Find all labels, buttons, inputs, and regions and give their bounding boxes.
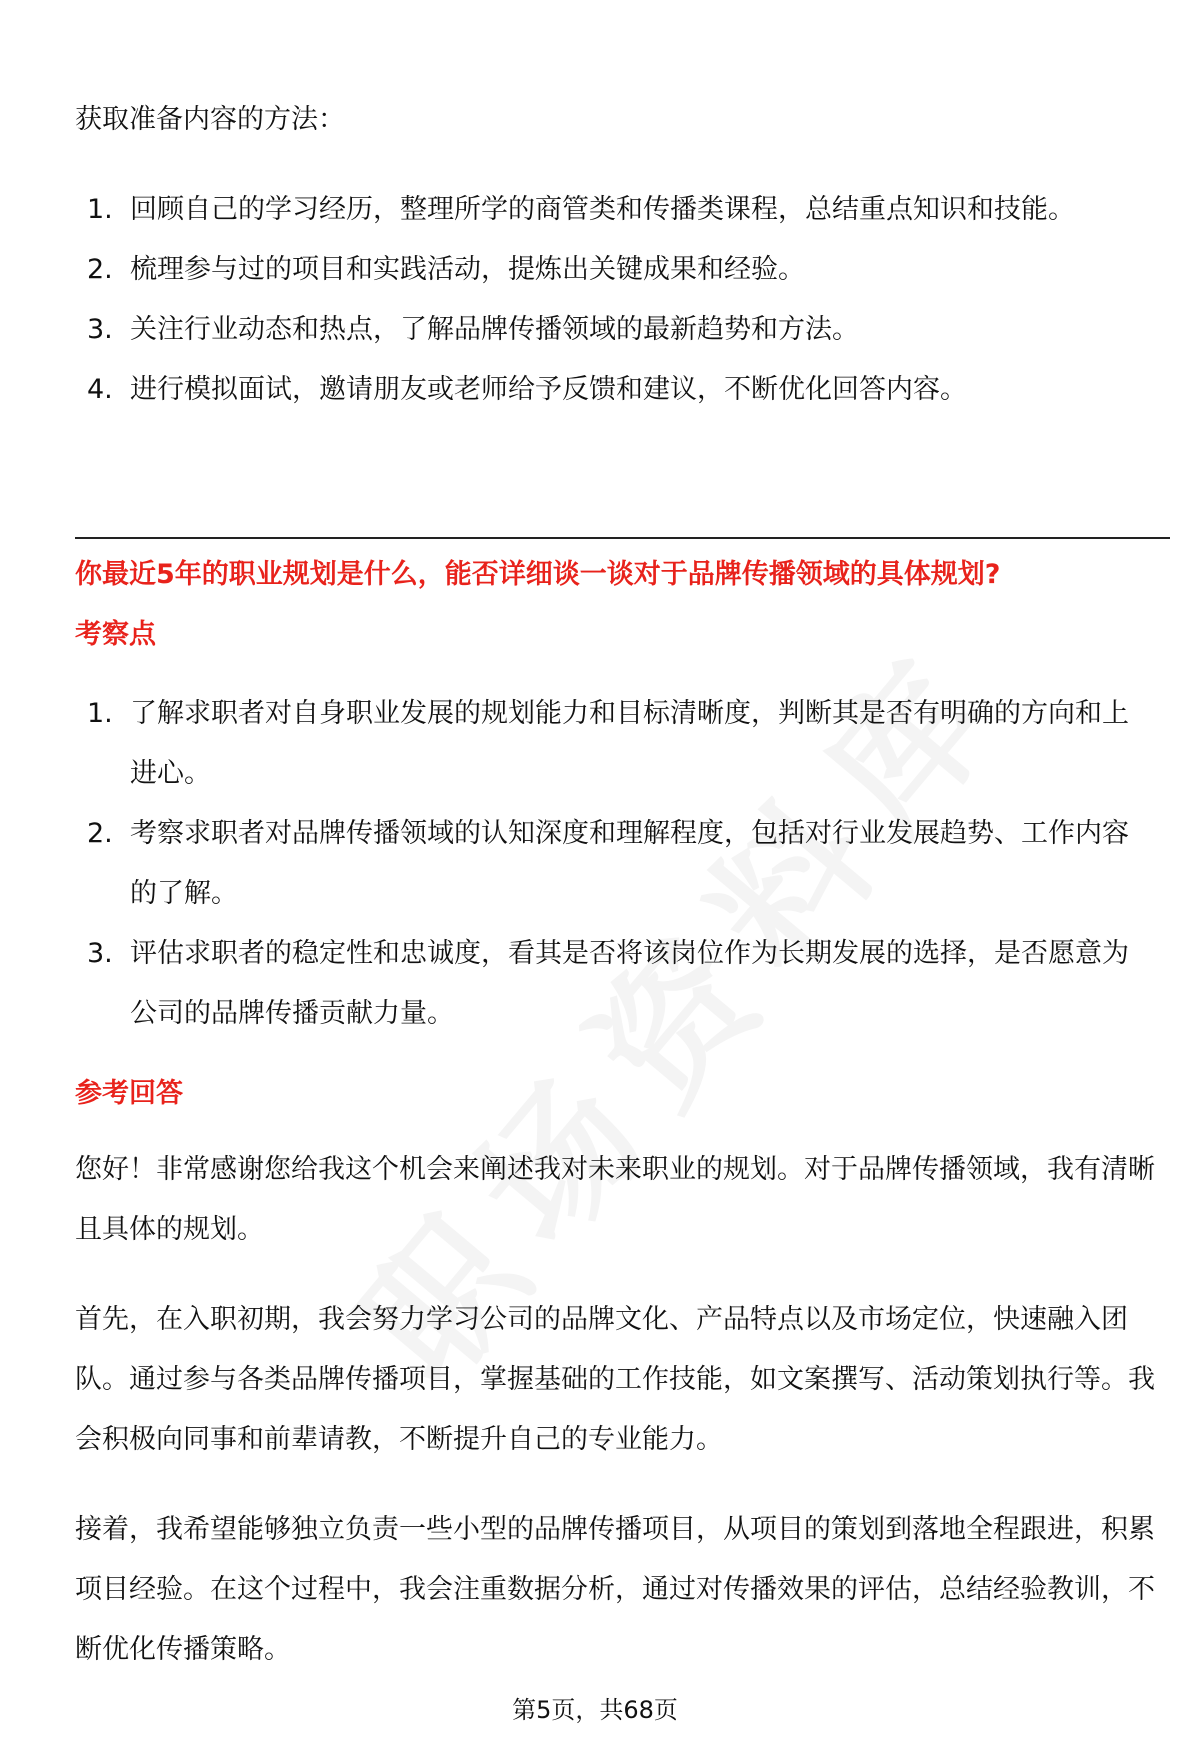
list-item-text: 梳理参与过的项目和实践活动，提炼出关键成果和经验。	[130, 254, 805, 285]
list-number: 3.	[87, 314, 113, 345]
list-number: 2.	[87, 818, 113, 849]
list-item	[75, 300, 1155, 360]
interview-question: 你最近5年的职业规划是什么，能否详细谈一谈对于品牌传播领域的具体规划?	[75, 559, 1001, 590]
list-item	[75, 360, 1155, 420]
list-number: 1.	[87, 698, 113, 729]
points-heading: 考察点	[75, 619, 156, 650]
list-item-text: 关注行业动态和热点，了解品牌传播领域的最新趋势和方法。	[130, 314, 859, 345]
list-item	[75, 240, 1155, 300]
methods-list	[75, 180, 1155, 420]
list-item-text: 了解求职者对自身职业发展的规划能力和目标清晰度，判断其是否有明确的方向和上进心。	[130, 698, 1129, 789]
list-number: 1.	[87, 194, 113, 225]
list-item	[75, 804, 1155, 924]
intro-text: 获取准备内容的方法：	[75, 104, 345, 135]
list-number: 2.	[87, 254, 113, 285]
answer-paragraph: 首先，在入职初期，我会努力学习公司的品牌文化、产品特点以及市场定位，快速融入团队。通过参与各类品牌传播项目，掌握基础的工作技能，如文案撰写、活动策划执行等。我会积极向同事和前辈请教，不断提升自己的专业能力。	[75, 1304, 1155, 1455]
list-item-text: 进行模拟面试，邀请朋友或老师给予反馈和建议，不断优化回答内容。	[130, 374, 967, 405]
list-item-text: 考察求职者对品牌传播领域的认知深度和理解程度，包括对行业发展趋势、工作内容的了解。	[130, 818, 1129, 909]
list-item-text: 评估求职者的稳定性和忠诚度，看其是否将该岗位作为长期发展的选择，是否愿意为公司的品牌传播贡献力量。	[130, 938, 1129, 1029]
section-divider	[75, 537, 1170, 539]
answer-paragraph: 接着，我希望能够独立负责一些小型的品牌传播项目，从项目的策划到落地全程跟进，积累项目经验。在这个过程中，我会注重数据分析，通过对传播效果的评估，总结经验教训，不断优化传播策略。	[75, 1514, 1155, 1665]
answer-paragraph: 您好！非常感谢您给我这个机会来阐述我对未来职业的规划。对于品牌传播领域，我有清晰且具体的规划。	[75, 1154, 1155, 1245]
list-number: 3.	[87, 938, 113, 969]
list-item-text: 回顾自己的学习经历，整理所学的商管类和传播类课程，总结重点知识和技能。	[130, 194, 1075, 225]
list-item	[75, 684, 1155, 804]
list-item	[75, 924, 1155, 1044]
page-number: 第5页，共68页	[512, 1696, 678, 1724]
list-number: 4.	[87, 374, 113, 405]
list-item	[75, 180, 1155, 240]
points-list	[75, 684, 1155, 1044]
answer-heading: 参考回答	[75, 1078, 183, 1109]
